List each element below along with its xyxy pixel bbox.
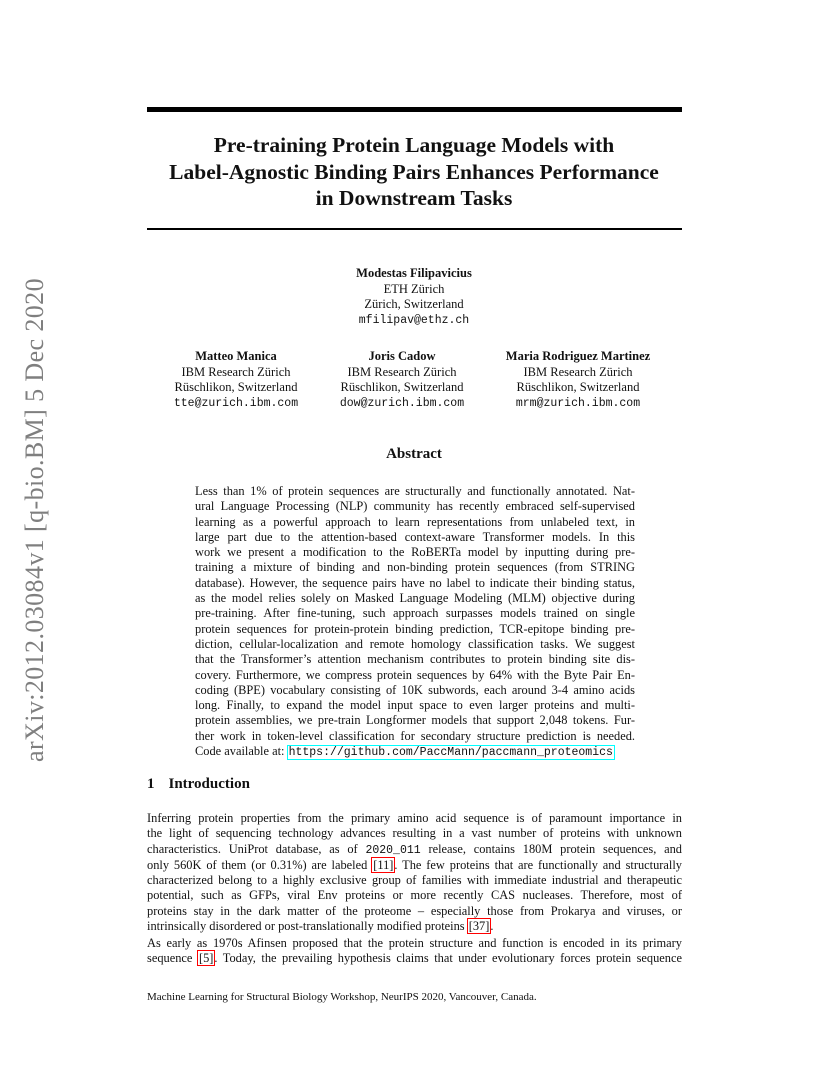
author-location: Rüschlikon, Switzerland xyxy=(516,380,640,395)
author-name: Maria Rodriguez Martinez xyxy=(505,349,651,363)
title-line: in Downstream Tasks xyxy=(315,186,513,210)
text-run: . The few proteins that are functionally and structurally xyxy=(394,857,683,872)
abstract-line: work we present a modification to the RoBERTa model by inputting during pre- xyxy=(195,545,635,560)
abstract-line: ural Language Processing (NLP) community has recently embraced self-supervised xyxy=(195,499,635,514)
paragraph-line: potential, such as GFPs, viral Env proteins or more recently CAS nucleases. Therefore, most of xyxy=(147,888,682,903)
release-code: 2020_011 xyxy=(365,843,421,857)
intro-paragraph-1 xyxy=(147,811,682,934)
text-run: sequence xyxy=(147,951,198,966)
paragraph-line: characterized belong to a highly exclusive group of families with immediate industrial and therapeutic xyxy=(147,873,682,888)
author-affiliation: IBM Research Zürich xyxy=(181,364,291,379)
abstract-line: training a mixture of binding and non-binding protein sequences (from STRING xyxy=(195,560,635,575)
text-run: release, contains 180M protein sequences, and xyxy=(420,841,682,856)
abstract-line: Less than 1% of protein sequences are structurally and functionally annotated. Nat- xyxy=(195,484,635,498)
author-location: Rüschlikon, Switzerland xyxy=(174,380,298,395)
paragraph-line: As early as 1970s Afinsen proposed that the protein structure and function is encoded in its primary xyxy=(147,936,682,950)
author-affiliation: ETH Zürich xyxy=(383,281,445,296)
paragraph-line: proteins stay in the dark matter of the proteome – especially those from Prokarya and viruses, or xyxy=(147,903,682,918)
abstract-line: large part due to the attention-based context-aware Transformer models. In this xyxy=(195,529,635,544)
code-available-label: Code available at: xyxy=(195,744,288,759)
abstract-line: as the model relies solely on Masked Language Modeling (MLM) objective during xyxy=(195,591,635,606)
paragraph-line: Inferring protein properties from the primary amino acid sequence is of paramount importance in xyxy=(147,811,682,825)
citation-link[interactable]: [11] xyxy=(373,857,394,872)
code-repository-link[interactable]: https://github.com/PaccMann/paccmann_proteomics xyxy=(288,746,613,760)
abstract-line: learning as a powerful approach to learn representations from unlabeled text, in xyxy=(195,514,635,529)
abstract-line: protein assemblies, we pre-train Longformer models that support 2,048 tokens. Fur- xyxy=(195,713,635,728)
abstract-line: pre-training. After fine-tuning, such approach surpasses models trained on single xyxy=(195,606,635,621)
abstract-line: diction, cellular-localization and remote homology classification tasks. We suggest xyxy=(195,636,635,651)
text-run: characteristics. UniProt database, as of xyxy=(147,841,366,856)
title-bottom-rule xyxy=(147,228,682,230)
author-location: Zürich, Switzerland xyxy=(364,297,464,312)
abstract-heading: Abstract xyxy=(386,446,442,462)
paragraph-line: the light of sequencing technology advances resulting in a vast number of proteins with unknown xyxy=(147,826,682,841)
abstract-line: coding (BPE) vocabulary consisting of 10K subwords, each around 3-4 amino acids xyxy=(195,682,635,697)
text-run: intrinsically disordered or post-translationally modified proteins xyxy=(147,919,468,934)
paragraph-line xyxy=(147,919,682,934)
author-email: tte@zurich.ibm.com xyxy=(173,396,299,410)
author-block-cadow xyxy=(302,349,502,411)
text-run: . Today, the prevailing hypothesis claims that under evolutionary forces protein sequence xyxy=(214,951,682,966)
author-name: Matteo Manica xyxy=(195,349,277,363)
author-block-rodriguez-martinez xyxy=(478,349,678,411)
paper-title xyxy=(130,132,698,212)
author-affiliation: IBM Research Zürich xyxy=(523,364,633,379)
footer-venue: Machine Learning for Structural Biology Workshop, NeurIPS 2020, Vancouver, Canada. xyxy=(147,991,537,1003)
author-name: Modestas Filipavicius xyxy=(356,266,472,280)
title-top-rule xyxy=(147,107,682,112)
section-title: Introduction xyxy=(168,776,250,792)
paragraph-line xyxy=(147,842,682,858)
author-block-filipavicius xyxy=(314,266,514,328)
abstract-line: that the Transformer’s attention mechanism contributes to protein binding site dis- xyxy=(195,652,635,667)
abstract-body xyxy=(195,484,635,760)
text-run: . xyxy=(490,919,494,934)
author-email: mrm@zurich.ibm.com xyxy=(515,396,641,410)
citation-link[interactable]: [5] xyxy=(198,951,214,966)
abstract-line: long. Finally, to expand the model input space to even larger proteins and multi- xyxy=(195,698,635,713)
abstract-line: covery. Furthermore, we compress protein sequences by 64% with the Byte Pair En- xyxy=(195,667,635,682)
title-line: Label-Agnostic Binding Pairs Enhances Performance xyxy=(169,159,659,184)
citation-link[interactable]: [37] xyxy=(468,919,490,934)
intro-paragraph-2 xyxy=(147,936,682,967)
section-heading-introduction xyxy=(147,776,250,793)
author-location: Rüschlikon, Switzerland xyxy=(340,380,464,395)
abstract-line xyxy=(195,744,635,760)
title-line: Pre-training Protein Language Models with xyxy=(213,133,615,157)
arxiv-identifier: arXiv:2012.03084v1 [q-bio.BM] 5 Dec 2020 xyxy=(20,278,49,762)
paragraph-line xyxy=(147,858,682,873)
text-run: only 560K of them (or 0.31%) are labeled xyxy=(147,857,373,872)
author-email: dow@zurich.ibm.com xyxy=(339,396,465,410)
author-name: Joris Cadow xyxy=(368,349,436,363)
abstract-line: database). However, the sequence pairs have no label to indicate their binding status, xyxy=(195,575,635,590)
author-email: mfilipav@ethz.ch xyxy=(358,313,470,327)
abstract-line: ther work in token-level classification for secondary structure prediction is needed. xyxy=(195,728,635,743)
paragraph-line xyxy=(147,951,682,966)
abstract-line: protein sequences for protein-protein binding prediction, TCR-epitope binding pre- xyxy=(195,621,635,636)
section-number: 1 xyxy=(147,776,155,792)
author-affiliation: IBM Research Zürich xyxy=(347,364,457,379)
